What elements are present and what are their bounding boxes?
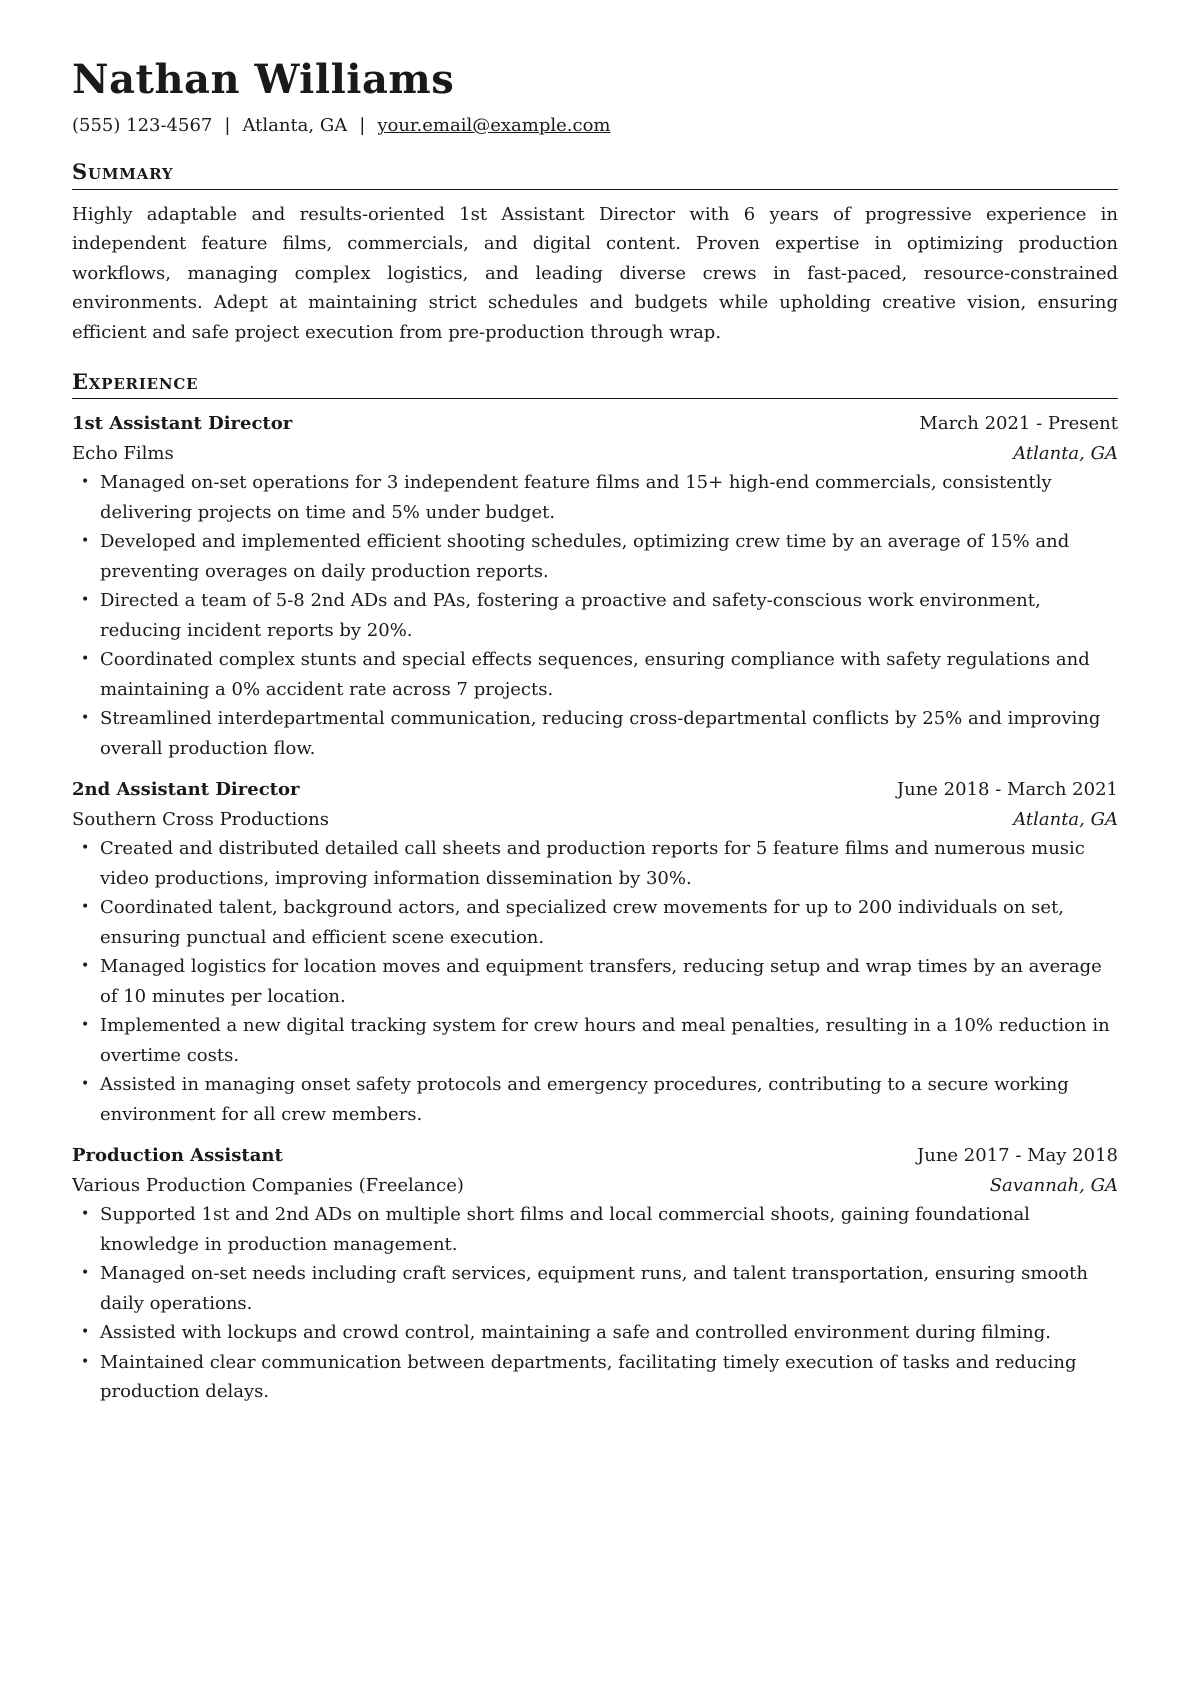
email-link[interactable]: your.email@example.com <box>377 115 611 136</box>
bullet-text: Assisted in managing onset safety protocols and emergency procedures, contributing to a secure working environment for all crew members. <box>100 1074 1069 1125</box>
contact-line <box>72 114 1118 137</box>
bullet-text: Developed and implemented efficient shooting schedules, optimizing crew time by an average of 15% and preventing overages on daily production reports. <box>100 531 1070 582</box>
job-bullets <box>72 834 1118 1129</box>
experience-section <box>72 369 1118 1407</box>
job-title: Production Assistant <box>72 1145 283 1167</box>
bullet-icon: • <box>81 840 90 857</box>
candidate-name: Nathan Williams <box>72 56 455 103</box>
bullet-text: Coordinated talent, background actors, and specialized crew movements for up to 200 individuals on set, ensuring punctual and efficient scene execution. <box>100 897 1065 948</box>
bullet-icon: • <box>81 1324 90 1341</box>
contact-location: Atlanta, GA <box>242 115 348 136</box>
bullet-text: Maintained clear communication between departments, facilitating timely execution of tasks and reducing production delays. <box>100 1351 1077 1403</box>
job-dates: June 2017 - May 2018 <box>917 1145 1118 1167</box>
bullet-text: Supported 1st and 2nd ADs on multiple short films and local commercial shoots, gaining foundational knowledge in production management. <box>100 1204 1030 1255</box>
bullet-icon: • <box>81 1076 90 1093</box>
bullet-text: Managed logistics for location moves and equipment transfers, reducing setup and wrap times by an average of 10 minutes per location. <box>100 956 1102 1007</box>
bullet-item <box>72 468 1118 527</box>
bullet-item <box>72 586 1118 645</box>
bullet-text: Managed on-set operations for 3 independent feature films and 15+ high-end commercials, consistently delivering projects on time and 5% under budget. <box>100 472 1052 523</box>
job-dates: March 2021 - Present <box>919 413 1118 435</box>
job-bullets <box>72 1200 1118 1407</box>
bullet-item <box>72 893 1118 952</box>
job-location: Savannah, GA <box>989 1174 1118 1196</box>
bullet-icon: • <box>81 899 90 916</box>
bullet-item <box>72 527 1118 586</box>
bullet-item <box>72 704 1118 763</box>
phone-number: (555) 123-4567 <box>72 115 213 136</box>
bullet-item <box>72 952 1118 1011</box>
job-title: 2nd Assistant Director <box>72 779 300 801</box>
bullet-text: Directed a team of 5-8 2nd ADs and PAs, fostering a proactive and safety-conscious work environment, reducing incident reports by 20%. <box>100 590 1041 641</box>
bullet-item <box>72 834 1118 893</box>
bullet-icon: • <box>81 651 90 668</box>
job-entry <box>72 409 1118 763</box>
job-title: 1st Assistant Director <box>72 413 293 435</box>
job-company-row <box>72 439 1118 469</box>
bullet-icon: • <box>81 1353 90 1370</box>
bullet-text: Assisted with lockups and crowd control, maintaining a safe and controlled environment during filming. <box>100 1322 1051 1344</box>
bullet-icon: • <box>81 592 90 609</box>
bullet-item <box>72 1348 1118 1407</box>
job-entry <box>72 775 1118 1129</box>
job-location: Atlanta, GA <box>1013 808 1118 830</box>
summary-heading: Summary <box>72 159 1118 189</box>
bullet-item <box>72 645 1118 704</box>
bullet-text: Created and distributed detailed call sheets and production reports for 5 feature films and numerous music video productions, improving information dissemination by 30%. <box>100 838 1085 889</box>
job-list <box>72 409 1118 1407</box>
job-dates: June 2018 - March 2021 <box>896 779 1118 801</box>
bullet-icon: • <box>81 1265 90 1282</box>
bullet-icon: • <box>81 1206 90 1223</box>
bullet-item <box>72 1011 1118 1070</box>
job-entry <box>72 1141 1118 1407</box>
bullet-text: Coordinated complex stunts and special effects sequences, ensuring compliance with safety regulations and maintaining a 0% accident rate across 7 projects. <box>100 649 1090 700</box>
contact-separator: | <box>224 115 231 136</box>
bullet-item <box>72 1318 1118 1348</box>
job-header-row <box>72 409 1118 439</box>
job-header-row <box>72 1141 1118 1171</box>
summary-text: Highly adaptable and results-oriented 1st Assistant Director with 6 years of progressive experience in independent feature films, commercials, and digital content. Proven expertise in optimizing production workflows, managing complex logistics, and leading diverse crews in fast-paced, resource-constrained environments. Adept at maintaining strict schedules and budgets while upholding creative vision, ensuring efficient and safe project execution from pre-production through wrap. <box>72 203 1118 343</box>
job-bullets <box>72 468 1118 763</box>
bullet-text: Streamlined interdepartmental communication, reducing cross-departmental conflicts by 25% and improving overall production flow. <box>100 708 1101 759</box>
experience-heading: Experience <box>72 369 1118 399</box>
bullet-icon: • <box>81 958 90 975</box>
job-company-row <box>72 1171 1118 1201</box>
job-location: Atlanta, GA <box>1013 442 1118 464</box>
bullet-text: Implemented a new digital tracking system for crew hours and meal penalties, resulting in a 10% reduction in overtime costs. <box>100 1015 1110 1066</box>
job-header-row <box>72 775 1118 805</box>
bullet-text: Managed on-set needs including craft services, equipment runs, and talent transportation, ensuring smooth daily operations. <box>100 1263 1088 1314</box>
bullet-item <box>72 1200 1118 1259</box>
job-company: Echo Films <box>72 442 174 464</box>
bullet-icon: • <box>81 474 90 491</box>
bullet-icon: • <box>81 533 90 550</box>
bullet-item <box>72 1070 1118 1129</box>
bullet-icon: • <box>81 1017 90 1034</box>
bullet-item <box>72 1259 1118 1318</box>
contact-separator: | <box>359 115 366 136</box>
bullet-icon: • <box>81 710 90 727</box>
job-company: Southern Cross Productions <box>72 808 329 830</box>
summary-section <box>72 159 1118 347</box>
job-company-row <box>72 805 1118 835</box>
job-company: Various Production Companies (Freelance) <box>72 1174 464 1196</box>
